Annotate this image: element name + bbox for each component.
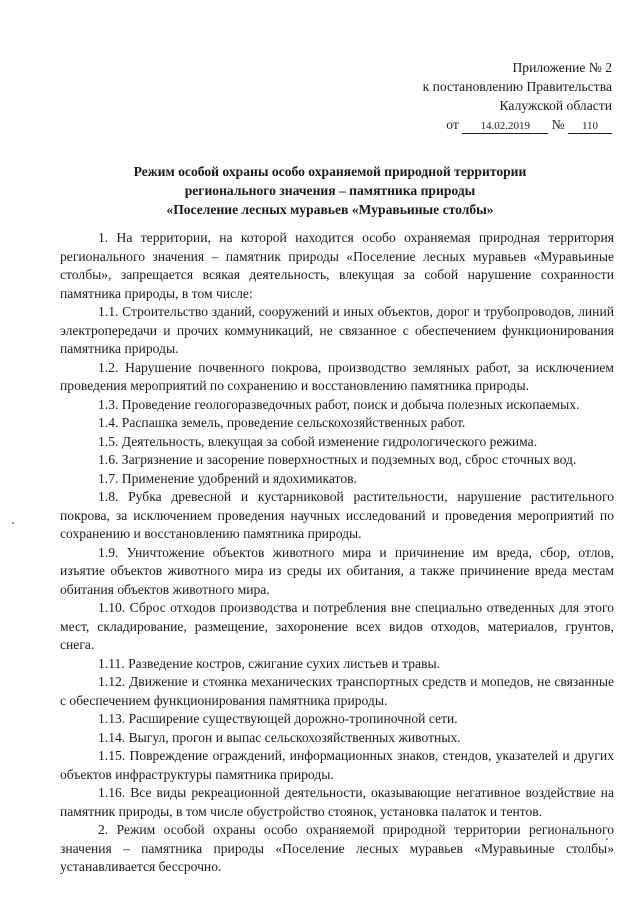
paragraph-1-2: 1.2. Нарушение почвенного покрова, производство земляных работ, за исключением проведения мероприятий по сохранению и восстановлению памятника природы.: [60, 359, 614, 393]
paragraph-1-16: 1.16. Все виды рекреационной деятельности, оказывающие негативное воздействие на памятник природы, в том числе обустройство стоянок, установка палаток и тентов.: [60, 785, 614, 819]
document-body: [60, 229, 614, 877]
paragraph-1-11: 1.11. Разведение костров, сжигание сухих листьев и травы.: [98, 655, 441, 671]
scan-speck: [12, 522, 14, 524]
paragraph-1-4: 1.4. Распашка земель, проведение сельскохозяйственных работ.: [98, 415, 466, 430]
paragraph-1-12: 1.12. Движение и стоянка механических транспортных средств и мопедов, не связанные с обеспечением функционирования памятника природы.: [60, 674, 614, 708]
paragraph-1-1: 1.1. Строительство зданий, сооружений и иных объектов, дорог и трубопроводов, линий электропередачи и прочих коммуникаций, не связанное с обеспечением функционирования памятника природы.: [60, 304, 614, 356]
appendix-region: Калужской области: [499, 98, 612, 113]
number-prefix: №: [551, 117, 565, 132]
appendix-decree: к постановлению Правительства: [422, 79, 612, 94]
paragraph-1-10: 1.10. Сброс отходов производства и потребления вне специально отведенных для этого мест, складирование, размещение, захоронение всех видов отходов, материалов, грунтов, снега.: [60, 600, 614, 652]
appendix-header: [362, 58, 612, 134]
title-line-2: регионального значения – памятника природы: [184, 183, 476, 198]
title-line-3: «Поселение лесных муравьев «Муравьиные столбы»: [166, 202, 494, 217]
paragraph-1-6: 1.6. Загрязнение и засорение поверхностных и подземных вод, сброс сточных вод.: [98, 452, 577, 467]
paragraph-1-3: 1.3. Проведение геологоразведочных работ, поиск и добыча полезных ископаемых.: [98, 396, 580, 412]
document-title: [60, 162, 600, 219]
paragraph-1-8: 1.8. Рубка древесной и кустарниковой растительности, нарушение растительного покрова, за исключением проведения научных исследований и проведения мероприятий по сохранению и восстановлению памятника природы.: [60, 489, 614, 541]
appendix-date-line: [362, 115, 612, 134]
paragraph-1: 1. На территории, на которой находится особо охраняемая природная территория регионального значения – памятник природы «Поселение лесных муравьев «Муравьиные столбы», запрещается всякая деятельность, влекущая за собой нарушение сохранности памятника природы, в том числе:: [60, 230, 614, 301]
scan-speck: [606, 838, 608, 840]
paragraph-2: 2. Режим особой охраны особо охраняемой природной территории регионального значения – памятника природы «Поселение лесных муравьев «Муравьиные столбы» устанавливается бессрочно.: [60, 822, 614, 874]
paragraph-1-5: 1.5. Деятельность, влекущая за собой изменение гидрологического режима.: [98, 433, 538, 449]
paragraph-1-13: 1.13. Расширение существующей дорожно-тропиночной сети.: [98, 711, 458, 726]
paragraph-1-14: 1.14. Выгул, прогон и выпас сельскохозяйственных животных.: [98, 729, 461, 745]
date-prefix: от: [446, 117, 459, 132]
appendix-number: Приложение № 2: [512, 60, 612, 75]
paragraph-1-9: 1.9. Уничтожение объектов животного мира и причинение им вреда, сбор, отлов, изъятие объектов животного мира из среды их обитания, а также причинение вреда местам обитания объектов животного мира.: [60, 544, 614, 597]
paragraph-1-15: 1.15. Повреждение ограждений, информационных знаков, стендов, указателей и других объектов инфраструктуры памятника природы.: [60, 748, 614, 782]
decree-date: 14.02.2019: [462, 119, 548, 134]
title-line-1: Режим особой охраны особо охраняемой природной территории: [133, 164, 527, 179]
paragraph-1-7: 1.7. Применение удобрений и ядохимикатов.: [98, 470, 357, 486]
decree-number: 110: [568, 119, 612, 134]
